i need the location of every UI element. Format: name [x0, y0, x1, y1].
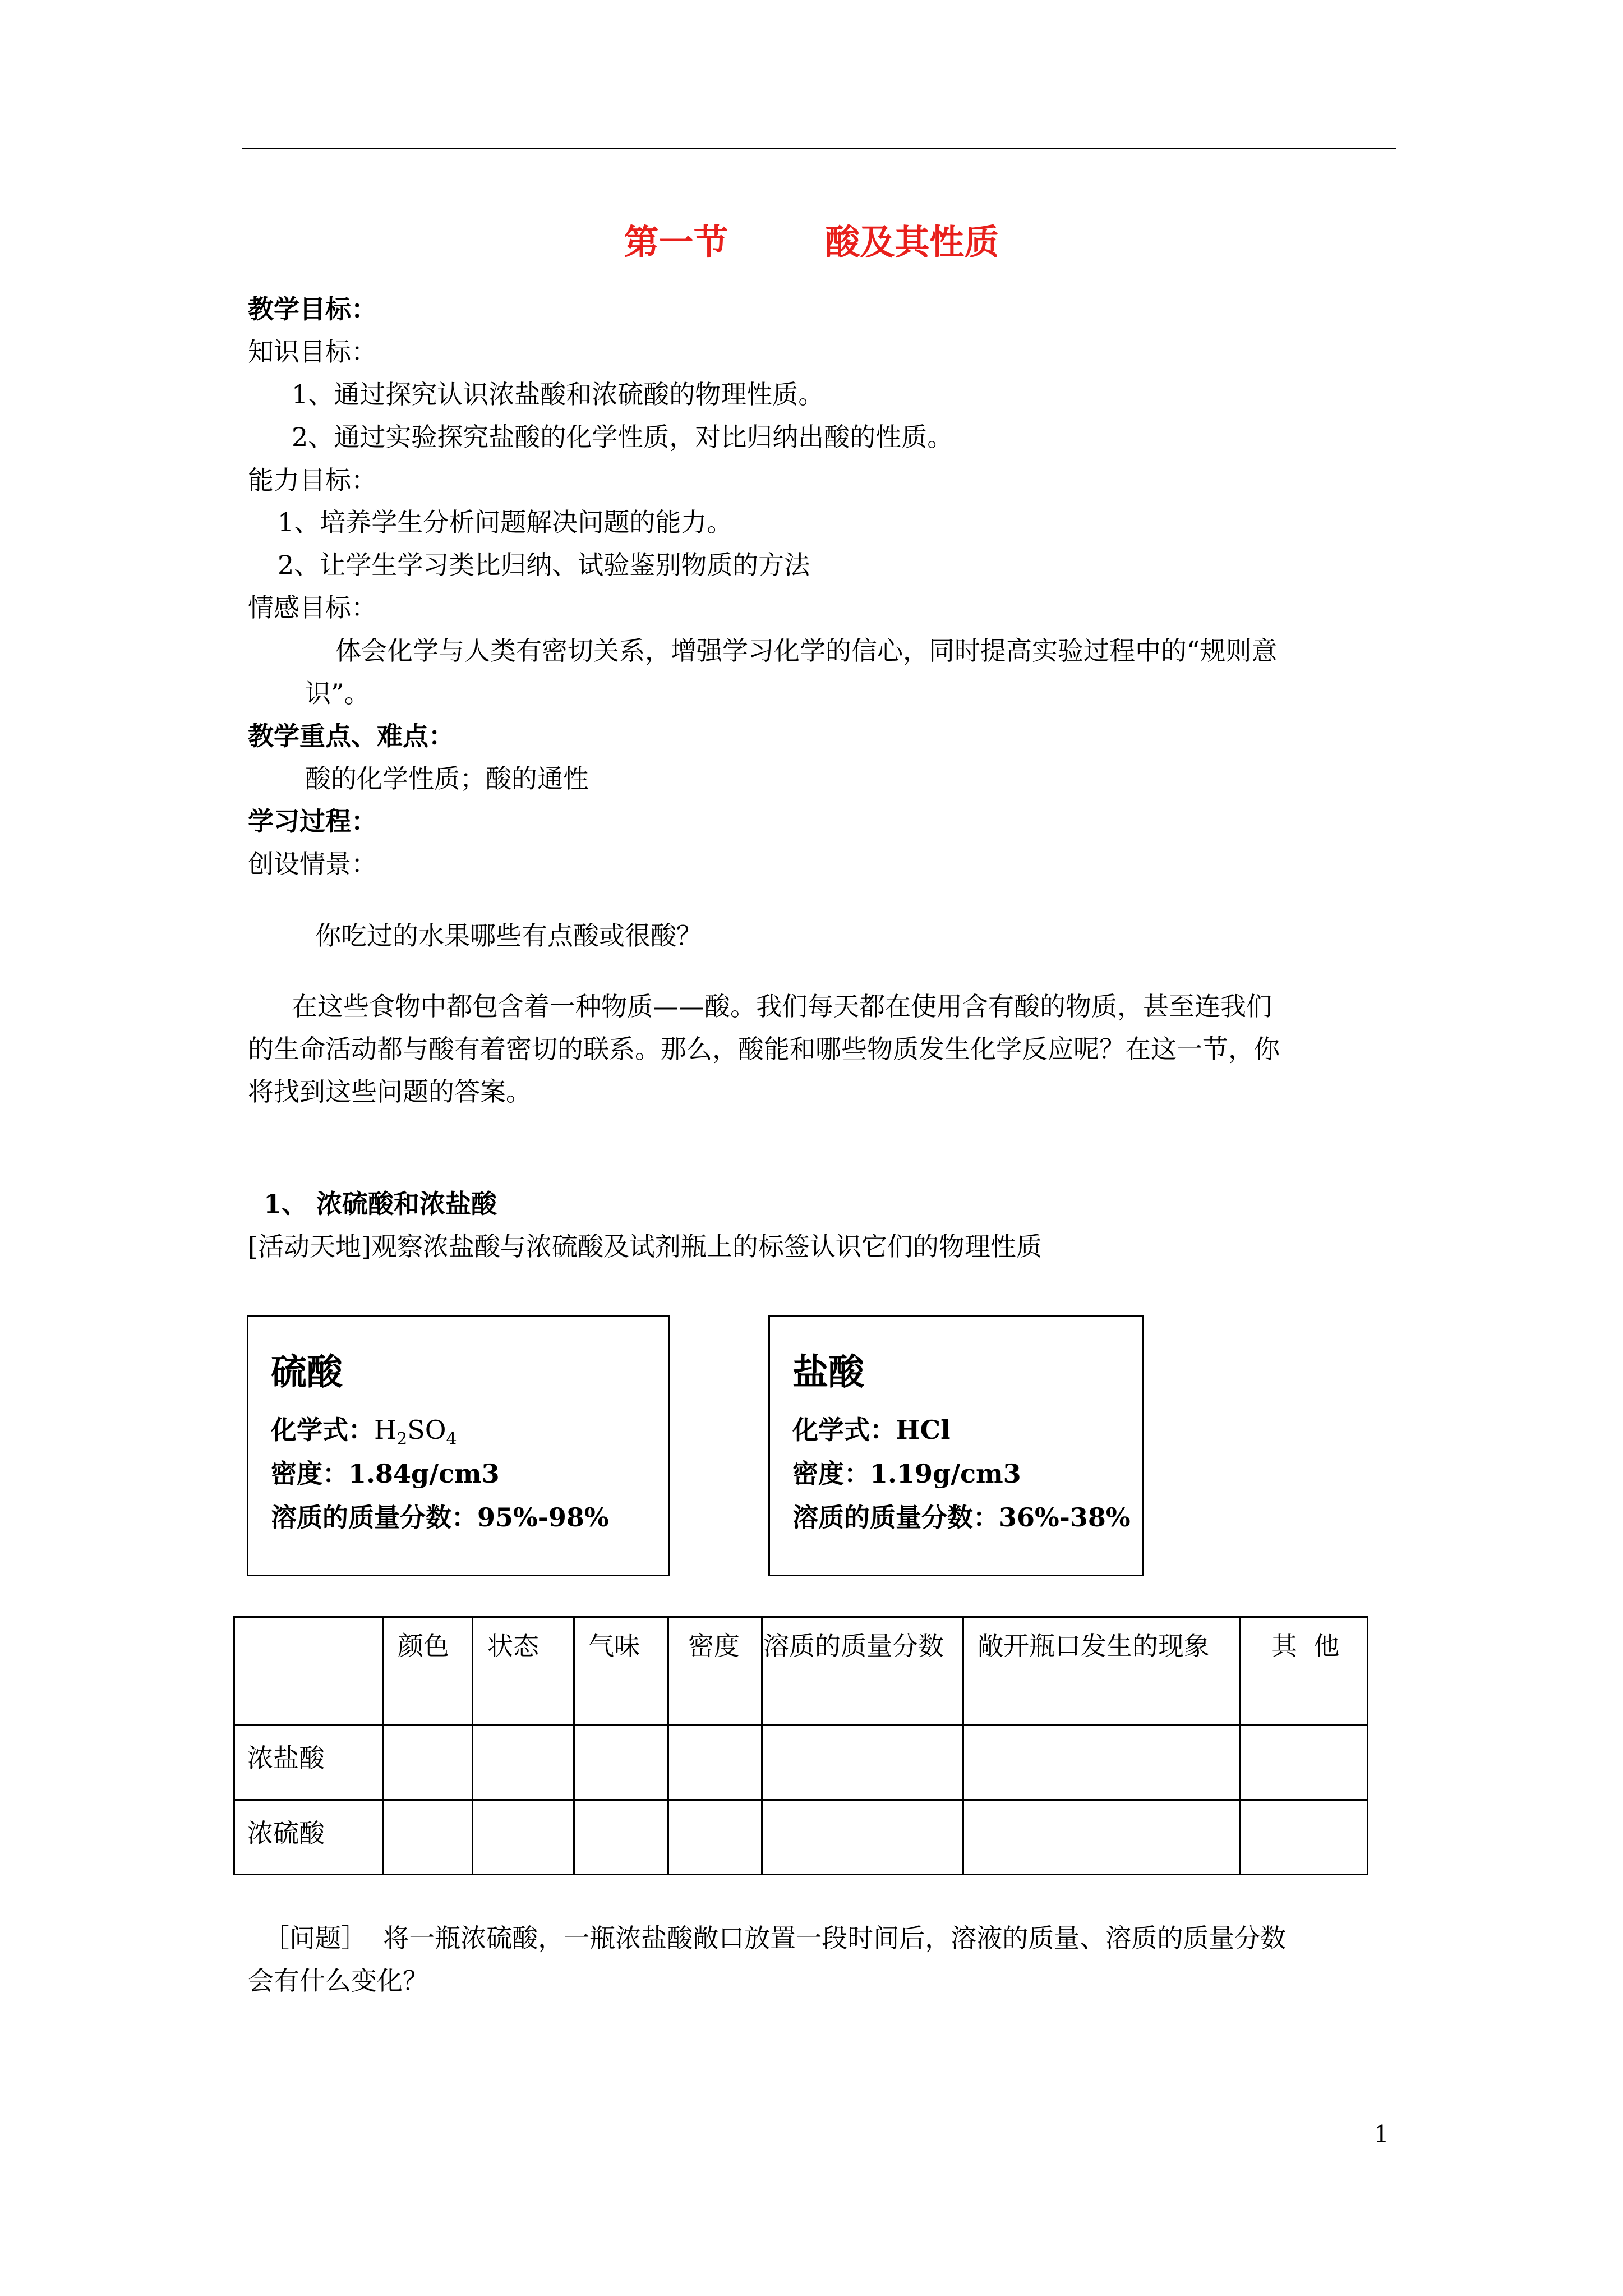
hydrochloric-acid-mass-fraction: 溶质的质量分数：36%-38%: [792, 1502, 1131, 1533]
table-column-divider: [382, 1618, 384, 1874]
table-column-divider: [1239, 1618, 1241, 1874]
sulfuric-acid-mass-fraction: 溶质的质量分数：95%-98%: [271, 1502, 609, 1533]
hydrochloric-acid-name: 盐酸: [792, 1351, 864, 1393]
table-header-open-bottle-phenomenon: 敞开瓶口发生的现象: [978, 1631, 1210, 1661]
header-rule: [242, 148, 1396, 149]
table-header-other: 其 他: [1271, 1631, 1340, 1661]
table-row-label-hcl: 浓盐酸: [247, 1743, 325, 1773]
table-column-divider: [573, 1618, 575, 1874]
scene-heading: 创设情景：: [248, 849, 377, 879]
ability-heading: 能力目标：: [248, 465, 377, 495]
table-header-density: 密度: [688, 1631, 740, 1661]
table-row-divider: [235, 1724, 1367, 1726]
key-points-heading: 教学重点、难点：: [248, 721, 454, 751]
table-row-label-sulfuric: 浓硫酸: [247, 1818, 325, 1848]
knowledge-heading: 知识目标：: [248, 337, 377, 367]
ability-item-1: 1、培养学生分析问题解决问题的能力。: [278, 507, 733, 537]
hydrochloric-acid-formula: 化学式：HCl: [792, 1415, 951, 1445]
ability-item-2: 2、让学生学习类比归纳、试验鉴别物质的方法: [278, 550, 810, 580]
hydrochloric-acid-label-card: [768, 1315, 1144, 1576]
table-header-color: 颜色: [398, 1631, 449, 1661]
sulfuric-acid-formula: 化学式：$H_2SO_4$: [271, 1415, 457, 1450]
table-column-divider: [962, 1618, 964, 1874]
key-points-text: 酸的化学性质；酸的通性: [305, 763, 589, 794]
problem-question-line-2: 会有什么变化？: [248, 1966, 428, 1996]
sulfuric-acid-name: 硫酸: [271, 1351, 343, 1393]
hydrochloric-acid-density: 密度：1.19g/cm3: [792, 1458, 1021, 1489]
fruit-question: 你吃过的水果哪些有点酸或很酸？: [315, 921, 702, 951]
table-row-divider: [235, 1799, 1367, 1801]
table-header-odor: 气味: [588, 1631, 640, 1661]
table-column-divider: [472, 1618, 473, 1874]
page-number: 1: [1374, 2120, 1389, 2148]
table-header-state: 状态: [487, 1631, 539, 1661]
knowledge-item-2: 2、通过实验探究盐酸的化学性质，对比归纳出酸的性质。: [292, 422, 953, 452]
intro-paragraph-line-2: 的生命活动都与酸有着密切的联系。那么，酸能和哪些物质发生化学反应呢？在这一节，你: [248, 1034, 1280, 1064]
sulfuric-acid-density: 密度：1.84g/cm3: [271, 1458, 500, 1489]
objectives-heading: 教学目标：: [248, 294, 377, 324]
emotion-text-line-2: 识”。: [305, 678, 370, 708]
page-title: 第一节 酸及其性质: [624, 222, 999, 263]
table-column-divider: [667, 1618, 669, 1874]
activity-instruction: [活动天地]观察浓盐酸与浓硫酸及试剂瓶上的标签认识它们的物理性质: [248, 1231, 1042, 1262]
intro-paragraph-line-1: 在这些食物中都包含着一种物质——酸。我们每天都在使用含有酸的物质，甚至连我们: [292, 991, 1272, 1022]
process-heading: 学习过程：: [248, 806, 377, 836]
sulfuric-acid-label-card: [247, 1315, 670, 1576]
section-1-heading: 1、 浓硫酸和浓盐酸: [264, 1189, 497, 1219]
table-column-divider: [761, 1618, 763, 1874]
problem-question-line-1: ［问题］ 将一瓶浓硫酸，一瓶浓盐酸敞口放置一段时间后，溶液的质量、溶质的质量分数: [264, 1923, 1287, 1953]
properties-table: [233, 1616, 1368, 1875]
table-header-mass-fraction: 溶质的质量分数: [763, 1631, 944, 1661]
emotion-text-line-1: 体会化学与人类有密切关系，增强学习化学的信心，同时提高实验过程中的“规则意: [335, 636, 1278, 666]
emotion-heading: 情感目标：: [248, 592, 377, 623]
intro-paragraph-line-3: 将找到这些问题的答案。: [248, 1076, 532, 1107]
knowledge-item-1: 1、通过探究认识浓盐酸和浓硫酸的物理性质。: [292, 379, 824, 409]
